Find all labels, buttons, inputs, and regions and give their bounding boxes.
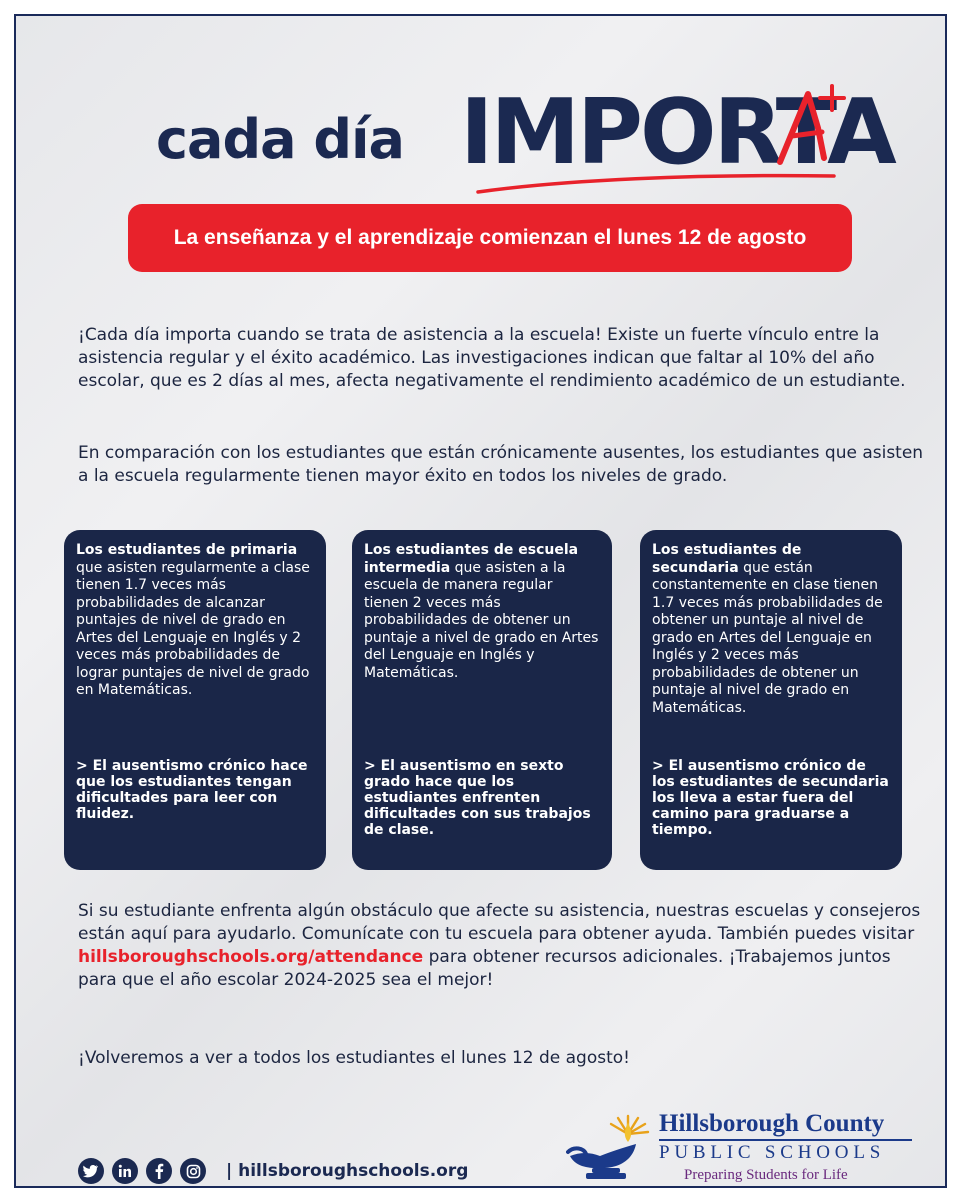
logo-divider <box>659 1139 912 1141</box>
lamp-of-learning-icon <box>566 1112 658 1182</box>
start-date-banner: La enseñanza y el aprendizaje comienzan el lunes 12 de agosto <box>128 204 852 272</box>
card-middle <box>352 530 612 870</box>
card-high <box>640 530 902 870</box>
card-elementary-note: > El ausentismo crónico hace que los estudiantes tengan dificultades para leer con fluidez. <box>76 758 308 822</box>
intro-paragraph: ¡Cada día importa cuando se trata de asistencia a la escuela! Existe un fuerte vínculo entre la asistencia regular y el éxito académico. Las investigaciones indican que faltar al 10% del año escolar, que es 2 días al mes, afecta negativamente el rendimiento académico de un estudiante. <box>78 325 906 391</box>
social-bar <box>78 1158 468 1184</box>
flyer <box>14 14 947 1188</box>
headline-main: IMPORTA <box>460 80 894 185</box>
card-middle-text: Los estudiantes de escuela intermedia que asisten a la escuela de manera regular tienen 2 veces más probabilidades de obtener un puntaje a nivel de grado en Artes del Lenguaje en Inglés y Matemáticas. <box>364 542 599 681</box>
linkedin-icon[interactable] <box>112 1158 138 1184</box>
card-high-note: > El ausentismo crónico de los estudiantes de secundaria los lleva a estar fuera del camino para graduarse a tiempo. <box>652 758 889 838</box>
instagram-icon[interactable] <box>180 1158 206 1184</box>
closing-line: ¡Volveremos a ver a todos los estudiantes el lunes 12 de agosto! <box>78 1048 630 1068</box>
card-high-title: Los estudiantes de secundaria <box>652 542 802 576</box>
card-elementary-text: Los estudiantes de primaria que asisten regularmente a clase tienen 1.7 veces más probabilidades de alcanzar puntajes de nivel de grado en Artes del Lenguaje en Inglés y 2 veces más probabilidades de lograr puntajes de nivel de grado en Matemáticas. <box>76 542 310 698</box>
comparison-paragraph: En comparación con los estudiantes que están crónicamente ausentes, los estudiantes que asisten a la escuela regularmente tienen mayor éxito en todos los niveles de grado. <box>78 443 924 486</box>
logo-tagline: Preparing Students for Life <box>684 1167 848 1183</box>
website-link[interactable]: | hillsboroughschools.org <box>226 1161 469 1181</box>
logo-subtitle: PUBLIC SCHOOLS <box>659 1142 886 1163</box>
headline-underline <box>474 170 844 196</box>
card-elementary <box>64 530 326 870</box>
support-paragraph: Si su estudiante enfrenta algún obstáculo que afecte su asistencia, nuestras escuelas y consejeros están aquí para ayudarlo. Comunícate con tu escuela para obtener ayuda. También puedes visitar hillsboroughschools.org/attendance para obtener recursos adicionales. ¡Trabajemos juntos para que el año escolar 2024-2025 sea el mejor! <box>78 901 921 990</box>
card-middle-title: Los estudiantes de escuela intermedia <box>364 542 579 576</box>
card-high-text: Los estudiantes de secundaria que están constantemente en clase tienen 1.7 veces más probabilidades de obtener un puntaje al nivel de grado en Artes del Lenguaje en Inglés y 2 veces más probabilidades de obtener un puntaje al nivel de grado en Matemáticas. <box>652 542 883 716</box>
facebook-icon[interactable] <box>146 1158 172 1184</box>
card-elementary-title: Los estudiantes de primaria <box>76 542 298 558</box>
card-middle-note: > El ausentismo en sexto grado hace que los estudiantes enfrenten dificultades con sus trabajos de clase. <box>364 758 591 838</box>
logo-name: Hillsborough County <box>659 1110 885 1137</box>
headline-prefix: cada día <box>156 108 404 171</box>
twitter-icon[interactable] <box>78 1158 104 1184</box>
district-logo <box>566 1106 926 1196</box>
attendance-link[interactable]: hillsboroughschools.org/attendance <box>78 947 424 967</box>
